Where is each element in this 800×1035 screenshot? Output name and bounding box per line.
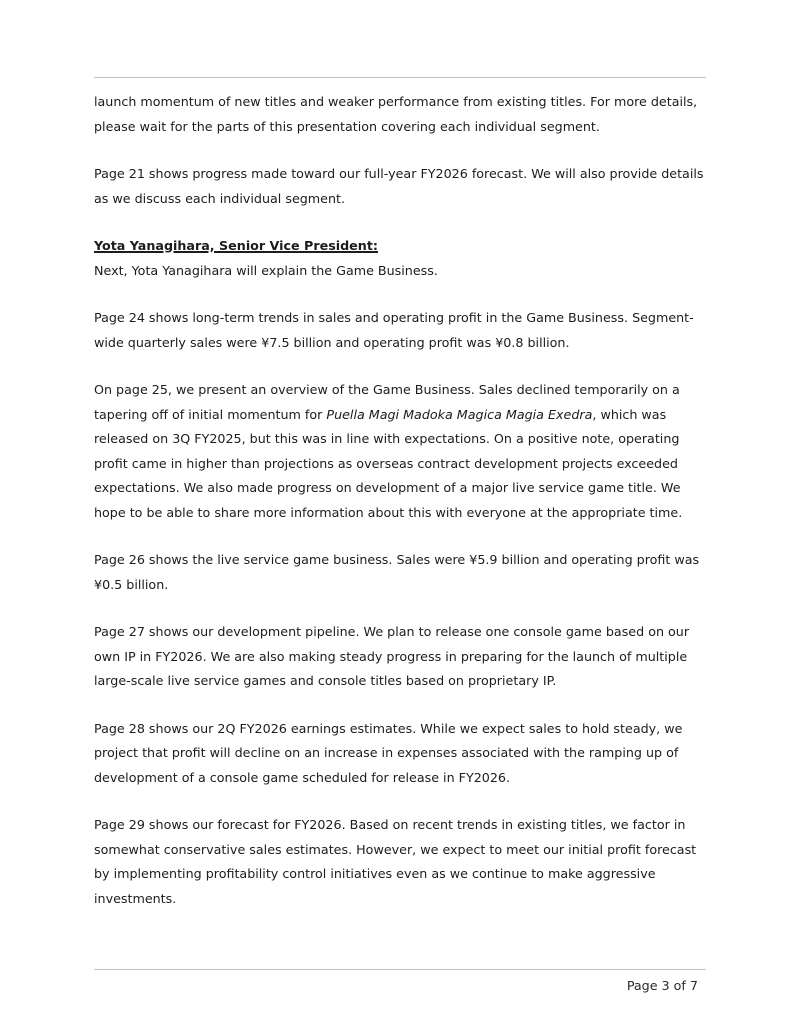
paragraph-page26: Page 26 shows the live service game business. Sales were ¥5.9 billion and operating profit was ¥0.5 billion.	[94, 552, 700, 592]
footer-rule	[94, 969, 706, 970]
paragraph-page28: Page 28 shows our 2Q FY2026 earnings estimates. While we expect sales to hold steady, we project that profit will decline on an increase in expenses associated with the ramping up of development of a console game scheduled for release in FY2026.	[94, 720, 683, 785]
paragraph-page24: Page 24 shows long-term trends in sales and operating profit in the Game Business. Segment-wide quarterly sales were ¥7.5 billion and operating profit was ¥0.8 billion.	[94, 310, 694, 350]
paragraph-page21: Page 21 shows progress made toward our full-year FY2026 forecast. We will also provide details as we discuss each individual segment.	[94, 166, 704, 206]
game-title-italic: Puella Magi Madoka Magica Magia Exedra	[326, 406, 593, 422]
paragraph-page29: Page 29 shows our forecast for FY2026. Based on recent trends in existing titles, we factor in somewhat conservative sales estimates. However, we expect to meet our initial profit forecast by implementing profitability control initiatives even as we continue to make aggressive investments.	[94, 817, 697, 906]
header-rule	[94, 77, 706, 78]
transcript-body	[94, 90, 708, 934]
page-footer	[94, 974, 706, 998]
page25-text-after-title: , which was released on 3Q FY2025, but this was in line with expectations. On a positive note, operating profit came in higher than projections as overseas contract development projects exceeded expectations. We also made progress on development of a major live service game title. We hope to be able to share more information about this with everyone at the appropriate time.	[94, 406, 683, 520]
paragraph-launch-momentum: launch momentum of new titles and weaker performance from existing titles. For more details, please wait for the parts of this presentation covering each individual segment.	[94, 94, 698, 134]
paragraph-page25	[94, 378, 708, 525]
paragraph-speaker-intro: Next, Yota Yanagihara will explain the Game Business.	[94, 262, 438, 278]
page-number: Page 3 of 7	[626, 978, 698, 993]
page25-text-before-title: On page 25, we present an overview of the Game Business. Sales declined temporarily on a tapering off of initial momentum for	[94, 382, 680, 422]
speaker-heading: Yota Yanagihara, Senior Vice President:	[94, 238, 378, 253]
paragraph-page27: Page 27 shows our development pipeline. We plan to release one console game based on our own IP in FY2026. We are also making steady progress in preparing for the launch of multiple large-scale live service games and console titles based on proprietary IP.	[94, 624, 690, 688]
